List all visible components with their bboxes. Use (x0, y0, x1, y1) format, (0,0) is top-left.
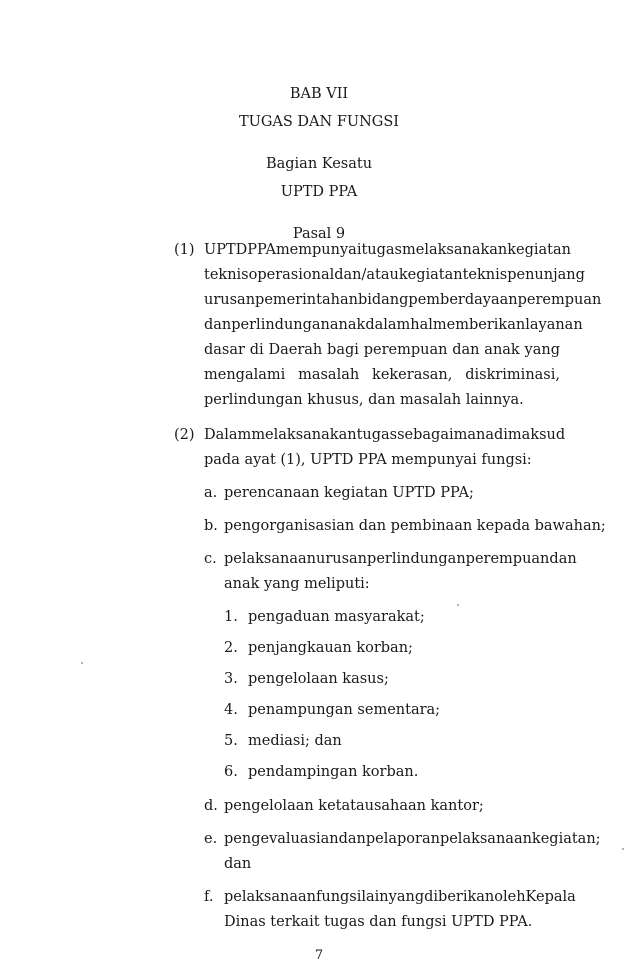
word: anak (484, 342, 520, 358)
scan-speck (622, 848, 624, 850)
word: dan (204, 317, 232, 333)
word: urusan (204, 292, 256, 308)
word: diberikan (424, 889, 495, 905)
word: dasar (204, 342, 245, 358)
item-a-text: perencanaan kegiatan UPTD PPA; (224, 485, 474, 501)
subitem-number: 5. (224, 733, 238, 749)
word: Daerah (268, 342, 323, 358)
subitem-number: 6. (224, 764, 238, 780)
word: sebagaimana (397, 427, 495, 443)
subitem-text: penjangkauan korban; (248, 640, 413, 656)
word: oleh (494, 889, 526, 905)
paragraph-1-line (204, 267, 585, 283)
paragraph-2-line (204, 427, 566, 443)
paragraph-1-line (204, 242, 571, 258)
subitem-number: 2. (224, 640, 238, 656)
item-d-text: pengelolaan ketatausahaan kantor; (224, 798, 484, 814)
paragraph-2-number: (2) (174, 427, 195, 443)
paragraph-1-number: (1) (174, 242, 195, 258)
word: Dalam (204, 427, 252, 443)
word: urusan (315, 551, 368, 567)
section-label: Bagian Kesatu (265, 156, 373, 172)
paragraph-1-line (204, 342, 560, 358)
subitem-text: pengelolaan kasus; (248, 671, 389, 687)
word: perlindungan (231, 317, 330, 333)
word: memberikan (432, 317, 526, 333)
word: dimaksud (494, 427, 566, 443)
word: dan/atau (334, 267, 399, 283)
word: UPTD (204, 242, 248, 258)
subitem-number: 4. (224, 702, 238, 718)
item-b-label: b. (204, 518, 218, 534)
word: tugas (356, 427, 398, 443)
word: yang (388, 889, 425, 905)
item-e-line (224, 831, 601, 847)
word: layanan (525, 317, 583, 333)
word: Kepala (525, 889, 576, 905)
word: dan (338, 831, 366, 847)
item-c-line (224, 551, 577, 567)
word: yang (524, 342, 560, 358)
section-title: UPTD PPA (280, 184, 358, 200)
word: bagi (327, 342, 359, 358)
word: operasional (248, 267, 335, 283)
word: penunjang (507, 267, 585, 283)
paragraph-1-last-line: perlindungan khusus, dan masalah lainnya. (204, 392, 524, 408)
chapter-number: BAB VII (289, 86, 349, 102)
subitem-text: mediasi; dan (248, 733, 342, 749)
item-a-label: a. (204, 485, 218, 501)
subitem-number: 1. (224, 609, 238, 625)
scan-speck (457, 604, 459, 606)
page-number: 7 (314, 948, 324, 963)
item-b-text: pengorganisasian dan pembinaan kepada bawahan; (224, 518, 606, 534)
word: PPA (247, 242, 276, 258)
word: pelaksanaan (439, 831, 532, 847)
word: lain (361, 889, 389, 905)
word: perlindungan (367, 551, 466, 567)
word: perempuan (517, 292, 602, 308)
word: perempuan (363, 342, 448, 358)
chapter-title: TUGAS DAN FUNGSI (238, 114, 400, 130)
item-f-label: f. (204, 889, 214, 905)
word: kegiatan (398, 267, 463, 283)
subitem-text: pendampingan korban. (248, 764, 419, 780)
word: mempunyai (275, 242, 362, 258)
item-f-last-line: Dinas terkait tugas dan fungsi UPTD PPA. (224, 914, 533, 930)
article-title: Pasal 9 (292, 226, 346, 242)
word: masalah (298, 367, 360, 383)
word: anak (329, 317, 366, 333)
word: dan (549, 551, 577, 567)
word: pemerintahan (255, 292, 358, 308)
item-c-last-line: anak yang meliputi: (224, 576, 370, 592)
scan-speck (81, 662, 83, 664)
word: hal (410, 317, 433, 333)
word: teknis (462, 267, 508, 283)
paragraph-1-line (204, 367, 560, 383)
item-d-label: d. (204, 798, 218, 814)
subitem-text: pengaduan masyarakat; (248, 609, 425, 625)
word: teknis (204, 267, 249, 283)
word: dalam (365, 317, 411, 333)
subitem-number: 3. (224, 671, 238, 687)
word: di (249, 342, 264, 358)
word: pelaksanaan (224, 551, 316, 567)
word: pelaporan (365, 831, 440, 847)
item-c-label: c. (204, 551, 217, 567)
word: melaksanakan (251, 427, 357, 443)
word: kekerasan, (372, 367, 453, 383)
word: tugas (361, 242, 402, 258)
item-e-label: e. (204, 831, 218, 847)
paragraph-1-line (204, 317, 583, 333)
word: diskriminasi, (465, 367, 560, 383)
word: pemberdayaan (408, 292, 518, 308)
subitem-text: penampungan sementara; (248, 702, 441, 718)
word: bidang (357, 292, 409, 308)
word: melaksanakan (402, 242, 508, 258)
item-e-last-line: dan (224, 856, 252, 872)
word: fungsi (315, 889, 362, 905)
word: mengalami (204, 367, 286, 383)
word: kegiatan; (531, 831, 601, 847)
paragraph-2-last-line: pada ayat (1), UPTD PPA mempunyai fungsi: (204, 452, 532, 468)
paragraph-1-line (204, 292, 602, 308)
word: dan (452, 342, 480, 358)
word: pelaksanaan (224, 889, 316, 905)
word: perempuan (465, 551, 550, 567)
word: pengevaluasian (224, 831, 339, 847)
item-f-line (224, 889, 576, 905)
word: kegiatan (507, 242, 571, 258)
